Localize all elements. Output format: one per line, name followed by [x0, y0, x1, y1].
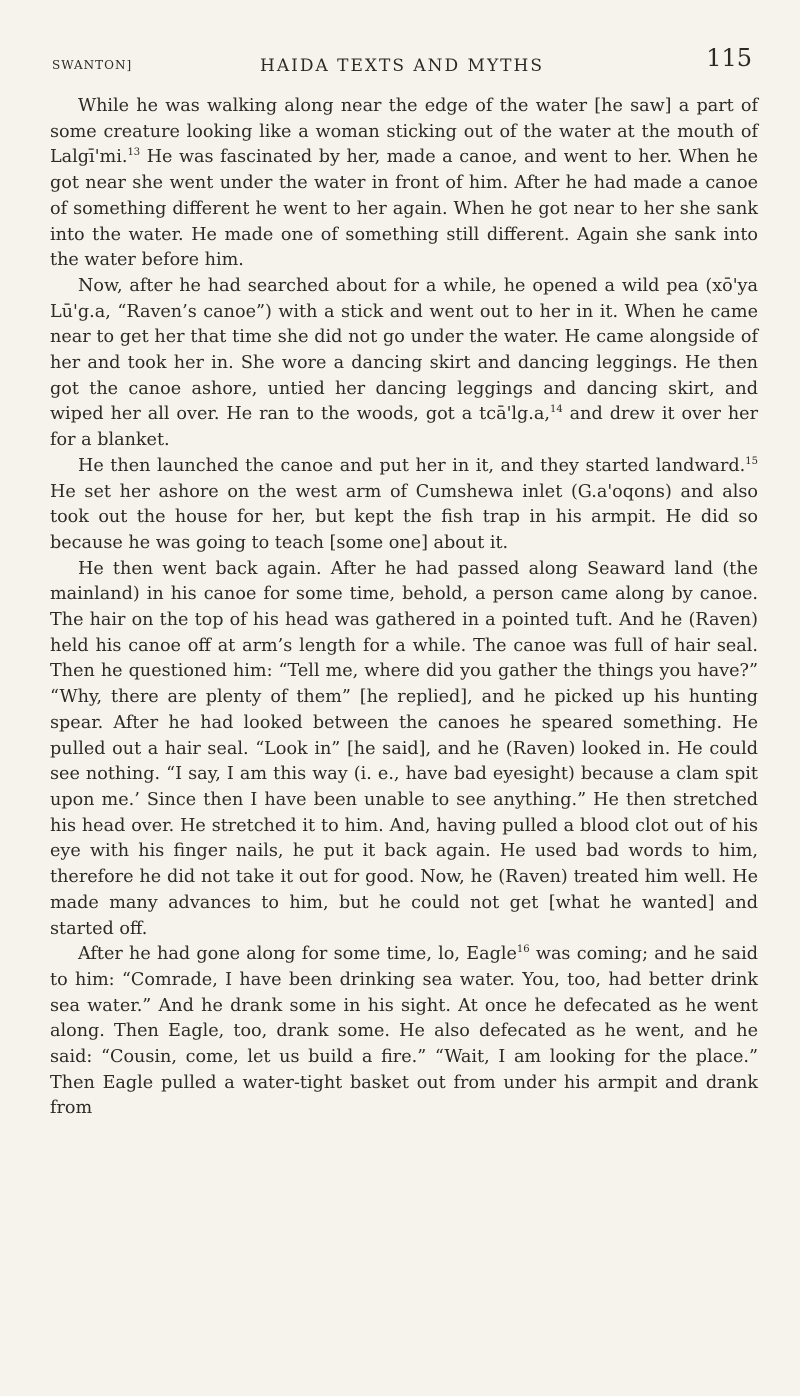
- page-number: 115: [706, 44, 752, 72]
- paragraph-text: and drew it over her for a blanket.: [50, 404, 758, 451]
- paragraph-text: Now, after he had searched about for a while, he opened a wild pea (xō'ya Lū'g.a, “Raven’s canoe”) with a stick and went out to her in it. When he came near to get her that time she did not go under the water. He came alongside of her and took her in. She wore a dancing skirt and dancing leggings. He then got the canoe ashore, untied her dancing leggings and dancing skirt, and wiped her all over. He ran to the woods, got a tcā'lg.a,: [50, 275, 758, 425]
- paragraph-text: He then went back again. After he had passed along Seaward land (the mainland) in his canoe for some time, behold, a person came along by canoe. The hair on the top of his head was gathered in a pointed tuft. And he (Raven) held his canoe off at arm’s length for a while. The canoe was full of hair seal. Then he questioned him: “Tell me, where did you gather the things you have?” “Why, there are plenty of them” [he replied], and he picked up his hunting spear. After he had looked between the canoes he speared something. He pulled out a hair seal. “Look in” [he said], and he (Raven) looked in. He could see nothing. “I say, I am this way (i. e., have bad eyesight) because a clam spit upon me.’ Since then I have been unable to see anything.” He then stretched his head over. He stretched it to him. And, having pulled a blood clot out of his eye with his finger nails, he put it back again. He used bad words to him, therefore he did not take it out for good. Now, he (Raven) treated him well. He made many advances to him, but he could not get [what he wanted] and started off.: [50, 558, 758, 939]
- running-head-title: HAIDA TEXTS AND MYTHS: [260, 56, 544, 76]
- paragraph-text: He then launched the canoe and put her in it, and they started landward.: [78, 455, 746, 476]
- paragraph-text: He set her ashore on the west arm of Cumshewa inlet (G.a'oqons) and also took out the house for her, but kept the fish trap in his armpit. He did so because he was going to teach [some one] about it.: [50, 481, 758, 553]
- page-header: [52, 44, 752, 84]
- footnote-marker: 14: [549, 404, 563, 416]
- paragraph-4: [50, 557, 758, 943]
- paragraph-text: He was fascinated by her, made a canoe, and went to her. When he got near she went under the water in front of him. After he had made a canoe of something different he went to her again. When he got near to her she sank into the water. He made one of something still different. Again she sank into the water before him.: [50, 147, 758, 271]
- footnote-marker: 13: [127, 147, 141, 159]
- footnote-marker: 16: [516, 944, 530, 956]
- running-head-author: SWANTON]: [52, 58, 133, 72]
- paragraph-5: [50, 942, 758, 1122]
- paragraph-text: was coming; and he said to him: “Comrade, I have been drinking sea water. You, too, had better drink sea water.” And he drank some in his sight. At once he defecated as he went along. Then Eagle, too, drank some. He also defecated as he went, and he said: “Cousin, come, let us build a fire.” “Wait, I am looking for the place.” Then Eagle pulled a water-tight basket out from under his armpit and drank from: [50, 944, 758, 1119]
- footnote-marker: 15: [745, 455, 758, 467]
- paragraph-text: While he was walking along near the edge of the water [he saw] a part of some creature looking like a woman sticking out of the water at the mouth of Lalgī'mi.: [50, 96, 758, 168]
- text-body: [50, 94, 758, 1122]
- paragraph-2: [50, 274, 758, 454]
- paragraph-3: [50, 454, 758, 557]
- paragraph-text: After he had gone along for some time, lo, Eagle: [78, 944, 517, 965]
- paragraph-1: [50, 94, 758, 274]
